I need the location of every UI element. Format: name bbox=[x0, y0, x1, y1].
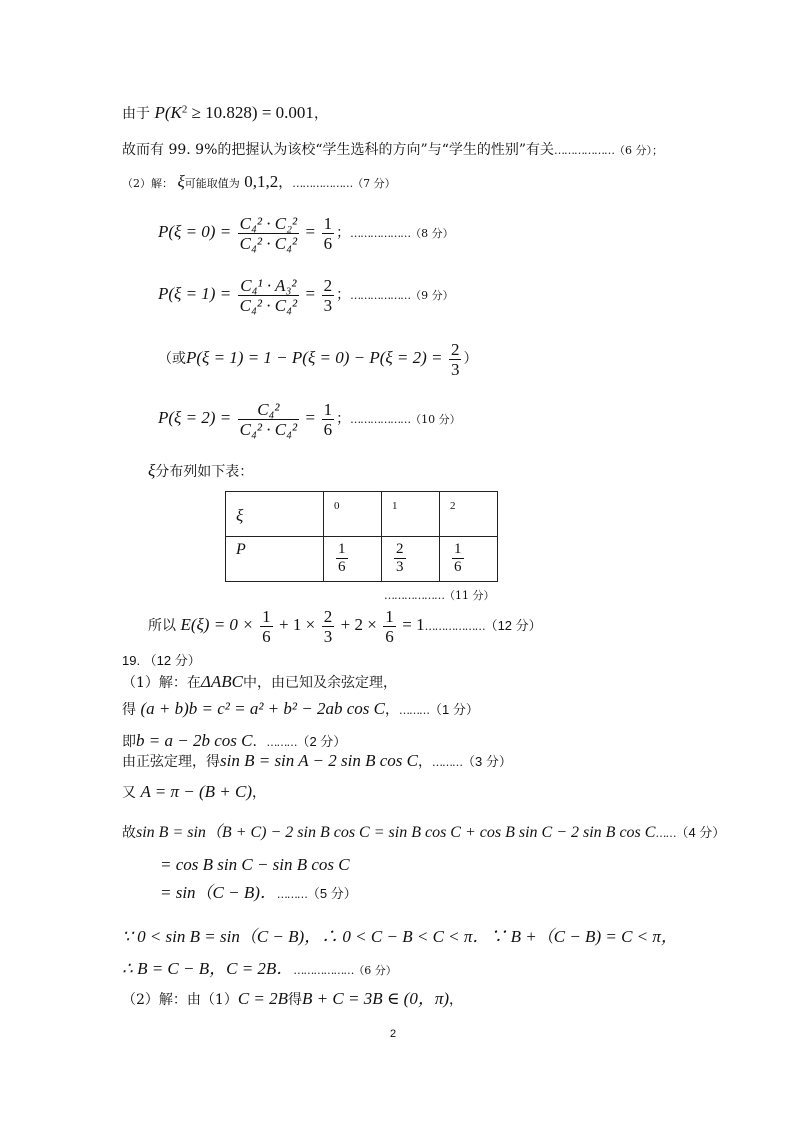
leader-dots: ……………… bbox=[350, 289, 411, 302]
denominator: 6 bbox=[262, 626, 271, 646]
fraction bbox=[238, 214, 299, 253]
punct: ； bbox=[336, 411, 351, 427]
leader-dots: ……… bbox=[432, 756, 462, 769]
fraction bbox=[238, 400, 299, 439]
fraction bbox=[238, 276, 299, 315]
line-p1-alternative bbox=[158, 338, 477, 379]
line-significance bbox=[122, 104, 328, 123]
text: 即 bbox=[122, 734, 136, 750]
denominator: 3 bbox=[323, 295, 333, 315]
fraction bbox=[394, 541, 406, 576]
denominator: 6 bbox=[338, 559, 346, 575]
table-row bbox=[226, 537, 498, 582]
line-cosine-law bbox=[122, 700, 479, 720]
line-angle-a bbox=[122, 783, 266, 802]
score: （6 分） bbox=[353, 964, 397, 977]
line-result-c bbox=[122, 960, 397, 980]
punct: ， bbox=[384, 702, 399, 718]
leader-dots: …… bbox=[655, 827, 676, 840]
line-expand bbox=[122, 824, 725, 843]
text: （2）解：由（1） bbox=[122, 992, 238, 1008]
fraction bbox=[322, 276, 335, 315]
leader-dots: ……… bbox=[266, 736, 297, 749]
math: = sin（C − B)． bbox=[160, 883, 277, 902]
score: （10 分） bbox=[410, 413, 461, 426]
line-simplify-2 bbox=[160, 884, 357, 904]
text: 由正弦定理，得 bbox=[122, 754, 220, 770]
math: b = a − 2b cos C bbox=[136, 731, 253, 750]
table-cell bbox=[440, 537, 498, 582]
denominator: C₄² · C₄² bbox=[239, 419, 298, 439]
text: 得 bbox=[122, 702, 136, 718]
text: 得 bbox=[288, 992, 303, 1008]
score: （1 分） bbox=[428, 702, 479, 717]
text: 又 bbox=[122, 785, 136, 801]
table-cell bbox=[440, 492, 498, 537]
math: = bbox=[305, 408, 316, 427]
denominator: 3 bbox=[323, 626, 333, 646]
denominator: 6 bbox=[454, 559, 462, 575]
math: ∴ B = C − B，C = 2B． bbox=[122, 959, 294, 978]
score: （8 分） bbox=[410, 227, 454, 240]
score: （12 分） bbox=[484, 618, 542, 633]
math: ξ bbox=[148, 461, 156, 480]
line-expectation bbox=[148, 605, 542, 647]
fraction bbox=[449, 340, 462, 379]
score: （4 分） bbox=[675, 825, 726, 840]
fraction bbox=[260, 607, 273, 646]
score: （5 分） bbox=[306, 886, 357, 901]
score: （6 分）； bbox=[614, 144, 664, 157]
numerator: 1 bbox=[338, 541, 346, 557]
punct: ； bbox=[336, 287, 351, 303]
denominator: C₄² · C₄² bbox=[239, 233, 298, 253]
score: （11 分） bbox=[444, 589, 495, 602]
denominator: C₄² · C₄² bbox=[239, 295, 298, 315]
math: = bbox=[305, 284, 316, 303]
line-sine-law bbox=[122, 752, 512, 772]
table-header-label bbox=[226, 492, 324, 537]
math: ≥ 10.828) = 0.001 bbox=[187, 103, 314, 122]
text: （1）解：在 bbox=[122, 675, 201, 691]
line-distribution-heading bbox=[148, 462, 253, 481]
exponent: 2 bbox=[181, 103, 188, 116]
punct: ， bbox=[449, 992, 464, 1008]
table-row bbox=[226, 492, 498, 537]
punct: ， bbox=[252, 785, 267, 801]
text: 可能取值为 bbox=[184, 177, 240, 190]
line-inequality bbox=[122, 928, 678, 947]
fraction bbox=[383, 607, 396, 646]
numerator: 1 bbox=[454, 541, 462, 557]
denominator: 3 bbox=[450, 359, 460, 379]
numerator: 2 bbox=[396, 541, 404, 557]
text: 故 bbox=[122, 825, 136, 841]
score: （9 分） bbox=[410, 289, 454, 302]
leader-dots: ……………… bbox=[384, 589, 444, 602]
numerator: 2 bbox=[450, 339, 460, 359]
line-p0 bbox=[158, 212, 454, 254]
fraction bbox=[452, 541, 464, 576]
punct: ， bbox=[278, 175, 293, 191]
text: 故而有 99. 9%的把握认为该校“学生选科的方向”与“学生的性别”有关 bbox=[122, 142, 555, 158]
text: 由于 bbox=[122, 106, 150, 122]
math: P(K bbox=[154, 103, 182, 122]
fraction bbox=[322, 214, 335, 253]
math: P(ξ = 2) = bbox=[158, 408, 232, 427]
text: 分布列如下表： bbox=[155, 464, 254, 480]
distribution-table bbox=[225, 491, 498, 582]
numerator: 1 bbox=[323, 213, 333, 233]
denominator: 6 bbox=[323, 233, 333, 253]
math: P(ξ = 0) = bbox=[158, 222, 232, 241]
math: C = 2B bbox=[237, 989, 289, 1008]
score: （7 分） bbox=[352, 177, 396, 190]
table-cell bbox=[382, 492, 440, 537]
table-cell bbox=[324, 537, 382, 582]
line-question-19 bbox=[122, 652, 201, 670]
math: = bbox=[305, 222, 316, 241]
math: + 2 × bbox=[340, 615, 377, 634]
text: 所以 bbox=[148, 618, 176, 634]
leader-dots: ……………… bbox=[554, 144, 615, 157]
fraction bbox=[322, 400, 335, 439]
line-part2-start bbox=[122, 990, 463, 1009]
denominator: 3 bbox=[396, 559, 404, 575]
punct: ， bbox=[313, 106, 328, 122]
line-conclusion bbox=[122, 141, 663, 160]
math: B + C = 3B ∈ (0，π) bbox=[302, 989, 450, 1008]
leader-dots: ……………… bbox=[350, 227, 411, 240]
text: （2）解： bbox=[122, 177, 173, 190]
fraction bbox=[336, 541, 348, 576]
numerator: 2 bbox=[323, 606, 333, 626]
denominator: 6 bbox=[323, 419, 333, 439]
math: ∵ 0 < sin B = sin（C − B)，∴ 0 < C − B < C < π．∵ B +（C − B) = C < π， bbox=[122, 927, 678, 946]
line-simplify-1 bbox=[160, 856, 350, 875]
score: （3 分） bbox=[462, 754, 512, 769]
table-row-label bbox=[226, 537, 324, 582]
numerator: C₄¹ · A₃² bbox=[238, 276, 299, 296]
numerator: C₄² · C₂² bbox=[239, 213, 298, 233]
math: P(ξ = 1) = bbox=[158, 284, 232, 303]
cell-text: 2 bbox=[450, 500, 456, 512]
punct: ； bbox=[336, 225, 351, 241]
punct: ） bbox=[463, 351, 478, 367]
numerator: 1 bbox=[385, 606, 394, 626]
leader-dots: ……… bbox=[398, 704, 429, 717]
math: A = π − (B + C) bbox=[140, 782, 253, 801]
cell-text: P bbox=[236, 541, 246, 558]
score: （2 分） bbox=[296, 734, 347, 749]
table-cell bbox=[324, 492, 382, 537]
line-p1 bbox=[158, 274, 454, 316]
math: ξ bbox=[177, 172, 185, 191]
leader-dots: ……… bbox=[276, 888, 307, 901]
math: (a + b)b = c² = a² + b² − 2ab cos C bbox=[140, 699, 385, 718]
line-p2 bbox=[158, 398, 461, 440]
punct: ， bbox=[418, 754, 432, 770]
fraction bbox=[322, 607, 335, 646]
leader-dots: ……………… bbox=[424, 620, 485, 633]
line-score-11 bbox=[384, 586, 495, 605]
math: sin B = sin（B + C) − 2 sin B cos C = sin B cos C + cos B sin C − 2 sin B cos C bbox=[136, 824, 656, 841]
numerator: C₄² bbox=[238, 400, 299, 420]
math: = 1 bbox=[402, 615, 425, 634]
math: P(ξ = 1) = 1 − P(ξ = 0) − P(ξ = 2) = bbox=[186, 348, 443, 367]
text: 中，由已知及余弦定理， bbox=[243, 675, 398, 691]
math: 0,1,2 bbox=[244, 172, 279, 191]
question-heading: 19. （12 分） bbox=[122, 653, 201, 668]
cell-text: 0 bbox=[334, 500, 340, 512]
line-step2 bbox=[122, 732, 346, 752]
line-part2-values bbox=[122, 173, 396, 193]
table-cell bbox=[382, 537, 440, 582]
math: ΔABC bbox=[200, 672, 244, 691]
math: = cos B sin C − sin B cos C bbox=[160, 855, 350, 874]
text: （或 bbox=[158, 351, 186, 367]
denominator: 6 bbox=[385, 626, 394, 646]
math: + 1 × bbox=[279, 615, 316, 634]
line-part1-intro bbox=[122, 673, 397, 692]
cell-text: 1 bbox=[392, 500, 398, 512]
cell-text: ξ bbox=[236, 506, 244, 525]
math: E(ξ) = 0 × bbox=[180, 615, 254, 634]
leader-dots: ……………… bbox=[350, 413, 411, 426]
numerator: 1 bbox=[323, 399, 333, 419]
punct: ． bbox=[252, 734, 267, 750]
numerator: 2 bbox=[323, 275, 333, 295]
math: sin B = sin A − 2 sin B cos C bbox=[220, 751, 418, 770]
leader-dots: ……………… bbox=[292, 177, 353, 190]
numerator: 1 bbox=[262, 606, 271, 626]
page-number: 2 bbox=[390, 1028, 397, 1040]
leader-dots: ……………… bbox=[293, 964, 354, 977]
